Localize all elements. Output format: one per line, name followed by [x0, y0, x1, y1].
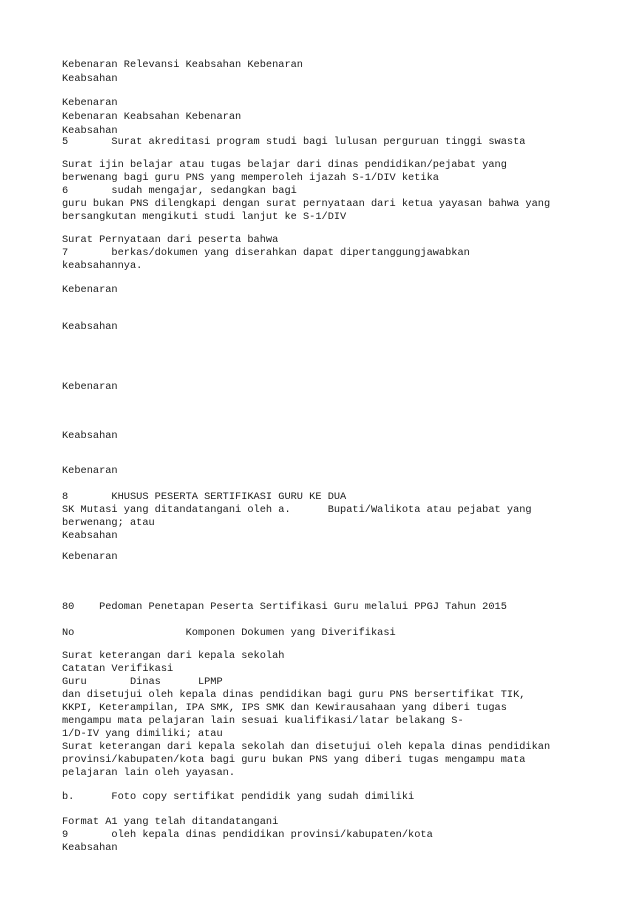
text-line: pelajaran lain oleh yayasan.	[62, 767, 236, 779]
text-line: Kebenaran	[62, 465, 118, 477]
numbered-item: 7 berkas/dokumen yang diserahkan dapat dipertanggungjawabkan	[62, 247, 470, 259]
text-line: Guru Dinas LPMP	[62, 676, 223, 688]
text-line: mengampu mata pelajaran lain sesuai kualifikasi/latar belakang S-	[62, 715, 464, 727]
text-line: Keabsahan	[62, 125, 118, 137]
text-line: keabsahannya.	[62, 260, 143, 272]
text-line: Surat Pernyataan dari peserta bahwa	[62, 234, 279, 246]
text-line: Surat keterangan dari kepala sekolah dan disetujui oleh kepala dinas pendidikan	[62, 741, 551, 753]
text-line: Kebenaran	[62, 551, 118, 563]
text-line: Kebenaran	[62, 97, 118, 109]
table-header: No Komponen Dokumen yang Diverifikasi	[62, 627, 396, 639]
text-line: dan disetujui oleh kepala dinas pendidikan bagi guru PNS bersertifikat TIK,	[62, 689, 526, 701]
text-line: Keabsahan	[62, 530, 118, 542]
text-line: berwenang; atau	[62, 517, 155, 529]
text-line: Kebenaran Keabsahan Kebenaran	[62, 111, 242, 123]
text-line: Keabsahan	[62, 430, 118, 442]
numbered-item: 8 KHUSUS PESERTA SERTIFIKASI GURU KE DUA	[62, 491, 347, 503]
page-header: 80 Pedoman Penetapan Peserta Sertifikasi Guru melalui PPGJ Tahun 2015	[62, 601, 507, 613]
text-line: Kebenaran Relevansi Keabsahan Kebenaran	[62, 59, 303, 71]
text-line: SK Mutasi yang ditandatangani oleh a. Bupati/Walikota atau pejabat yang	[62, 504, 532, 516]
text-line: Surat keterangan dari kepala sekolah	[62, 650, 285, 662]
text-line: Kebenaran	[62, 284, 118, 296]
text-line: bersangkutan mengikuti studi lanjut ke S-1/DIV	[62, 211, 347, 223]
text-line: KKPI, Keterampilan, IPA SMK, IPS SMK dan Kewirausahaan yang diberi tugas	[62, 702, 507, 714]
text-line: guru bukan PNS dilengkapi dengan surat pernyataan dari ketua yayasan bahwa yang	[62, 198, 551, 210]
text-line: Catatan Verifikasi	[62, 663, 174, 675]
text-line: Keabsahan	[62, 321, 118, 333]
text-line: provinsi/kabupaten/kota bagi guru bukan PNS yang diberi tugas mengampu mata	[62, 754, 526, 766]
text-line: Keabsahan	[62, 842, 118, 854]
text-line: Kebenaran	[62, 381, 118, 393]
text-line: Surat ijin belajar atau tugas belajar dari dinas pendidikan/pejabat yang	[62, 159, 507, 171]
text-line: 1/D-IV yang dimiliki; atau	[62, 728, 223, 740]
text-line: b. Foto copy sertifikat pendidik yang sudah dimiliki	[62, 791, 415, 803]
text-line: Keabsahan	[62, 73, 118, 85]
text-line: berwenang bagi guru PNS yang memperoleh ijazah S-1/DIV ketika	[62, 172, 439, 184]
numbered-item: 5 Surat akreditasi program studi bagi lulusan perguruan tinggi swasta	[62, 136, 526, 148]
numbered-item: 9 oleh kepala dinas pendidikan provinsi/kabupaten/kota	[62, 829, 433, 841]
numbered-item: 6 sudah mengajar, sedangkan bagi	[62, 185, 297, 197]
text-line: Format A1 yang telah ditandatangani	[62, 816, 279, 828]
